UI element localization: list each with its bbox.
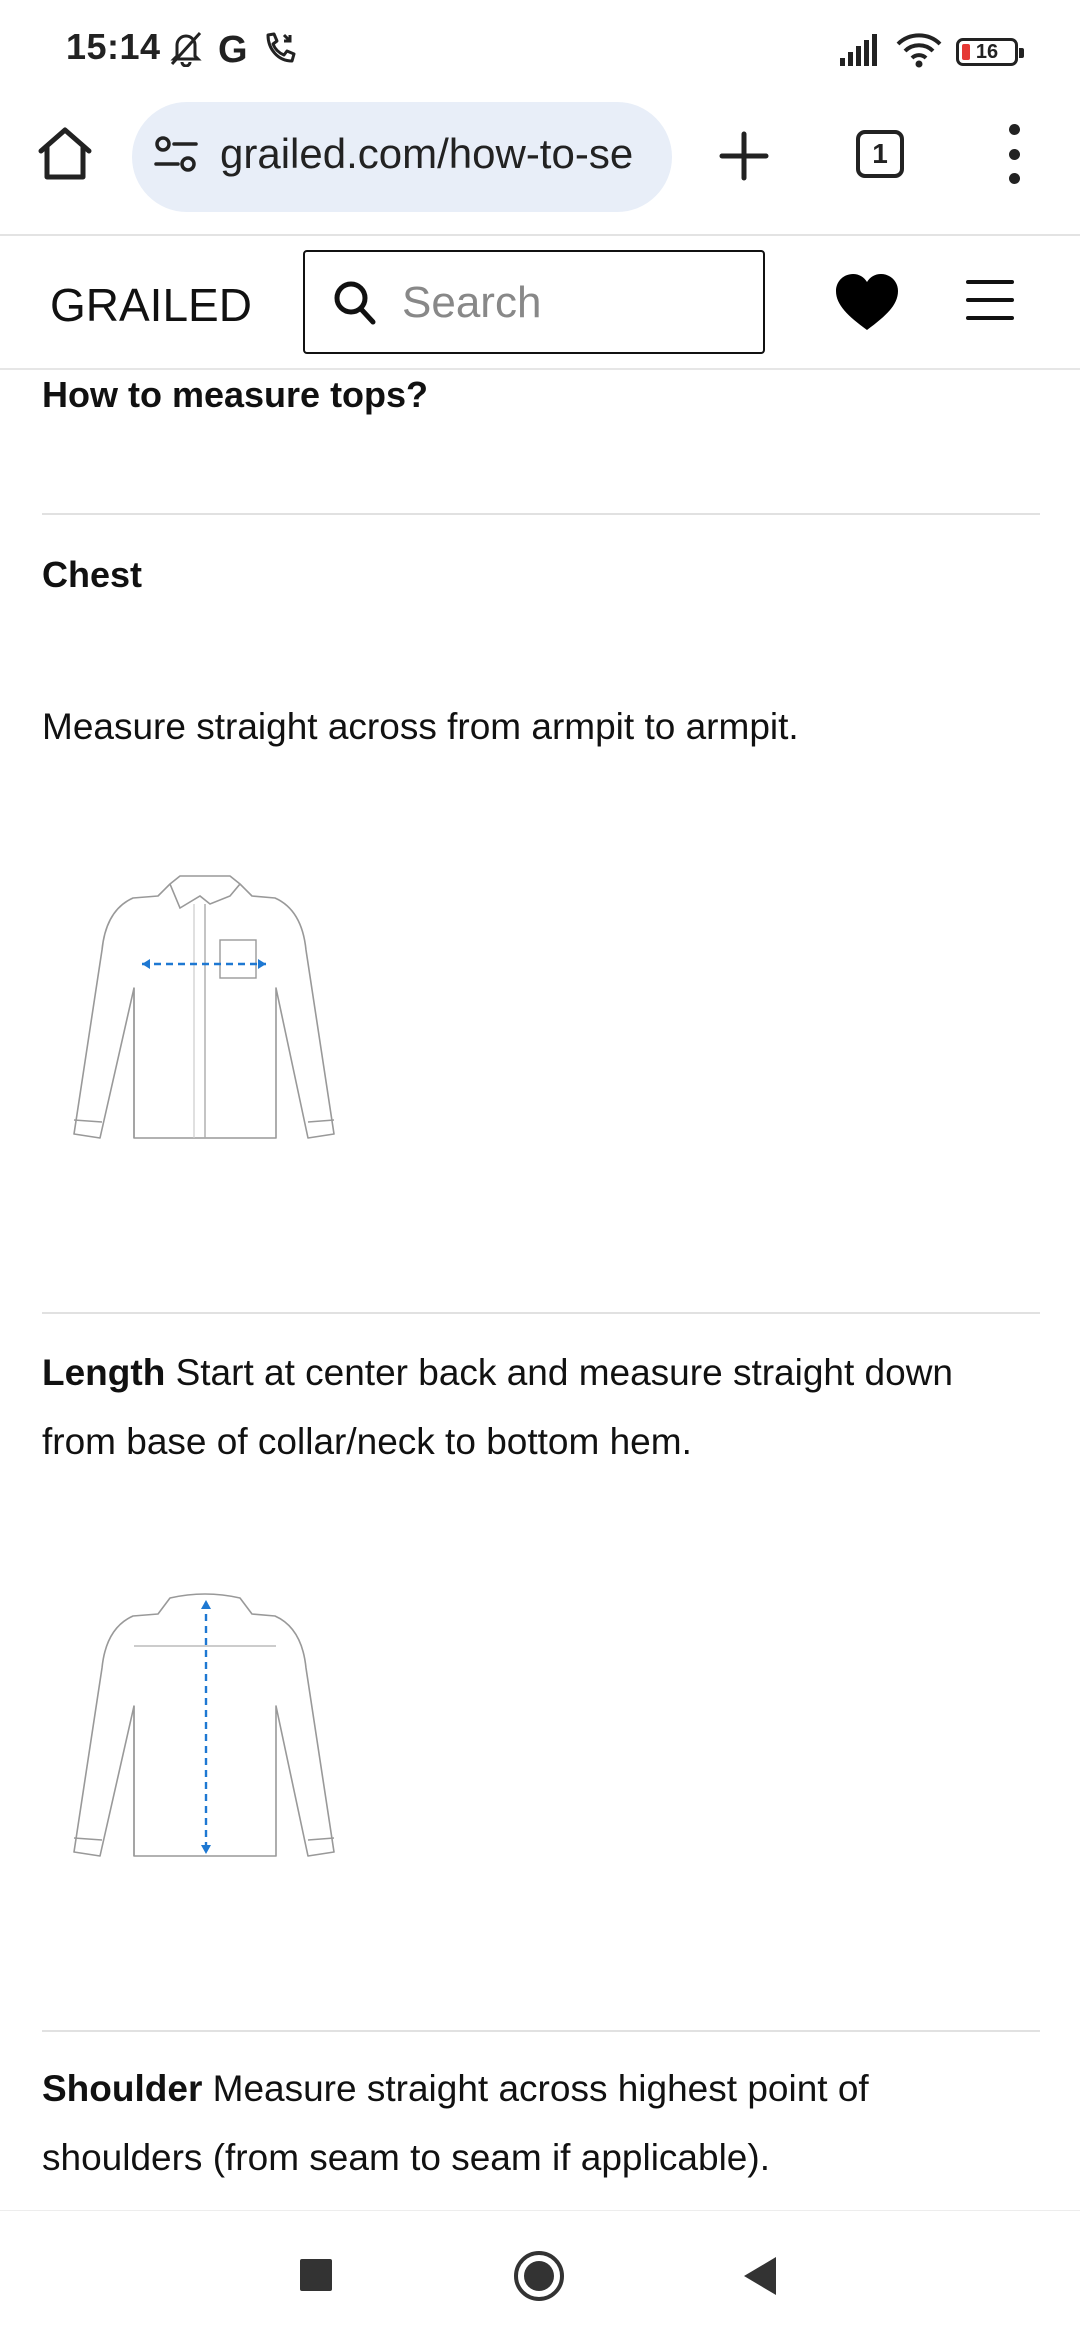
tab-switcher-button[interactable]: 1 (856, 130, 904, 178)
shoulder-text: Measure straight across highest point of shoulders (from seam to seam if applicable). (42, 2068, 869, 2178)
divider (42, 513, 1040, 515)
page-heading: How to measure tops? (42, 374, 429, 415)
browser-menu-button[interactable] (1000, 124, 1028, 184)
chest-shirt-diagram (70, 870, 338, 1146)
bell-muted-icon (168, 29, 204, 72)
status-bar (0, 0, 1080, 96)
length-description (42, 1338, 1032, 1476)
browser-toolbar (0, 96, 1080, 236)
recents-button[interactable] (300, 2259, 332, 2291)
system-nav-bar (0, 2210, 1080, 2341)
hamburger-line (966, 280, 1014, 284)
home-icon (36, 125, 94, 181)
length-shirt-diagram (70, 1588, 338, 1864)
status-icons-left (168, 28, 298, 72)
search-box[interactable] (303, 250, 765, 354)
google-icon: G (218, 29, 248, 71)
divider (42, 2030, 1040, 2032)
hamburger-line (966, 298, 1014, 302)
battery-level-fill (962, 44, 970, 60)
back-button[interactable] (744, 2257, 776, 2295)
site-logo[interactable]: GRAILED (50, 279, 252, 331)
system-home-button[interactable] (514, 2251, 564, 2301)
site-settings-icon[interactable] (154, 134, 198, 179)
wifi-icon (896, 32, 942, 73)
length-text: Start at center back and measure straight down from base of collar/neck to bottom hem. (42, 1352, 954, 1462)
home-circle-icon (524, 2261, 554, 2291)
hamburger-menu-button[interactable] (966, 280, 1014, 320)
dot (1009, 173, 1020, 184)
shoulder-description (42, 2054, 1032, 2192)
dot (1009, 149, 1020, 160)
plus-icon (719, 131, 769, 181)
wifi-calling-icon (262, 29, 298, 72)
new-tab-button[interactable] (714, 126, 774, 186)
chest-title: Chest (42, 554, 143, 595)
dot (1009, 124, 1020, 135)
hamburger-line (966, 316, 1014, 320)
wishlist-button[interactable] (834, 272, 900, 334)
status-time: 15:14 (66, 26, 161, 67)
signal-icon (840, 34, 882, 71)
site-header (0, 236, 1080, 370)
url-text[interactable]: grailed.com/how-to-se (220, 130, 634, 177)
battery-icon (956, 38, 1018, 66)
length-title: Length (42, 1352, 166, 1393)
search-icon (333, 280, 377, 331)
home-button[interactable] (36, 124, 94, 182)
search-input[interactable] (400, 272, 734, 334)
status-icons-right (840, 30, 1018, 74)
heart-icon (834, 272, 900, 332)
battery-level: 16 (975, 40, 999, 63)
address-bar[interactable] (132, 102, 672, 212)
divider (42, 1312, 1040, 1314)
shoulder-title: Shoulder (42, 2068, 203, 2109)
chest-description: Measure straight across from armpit to armpit. (42, 706, 799, 747)
